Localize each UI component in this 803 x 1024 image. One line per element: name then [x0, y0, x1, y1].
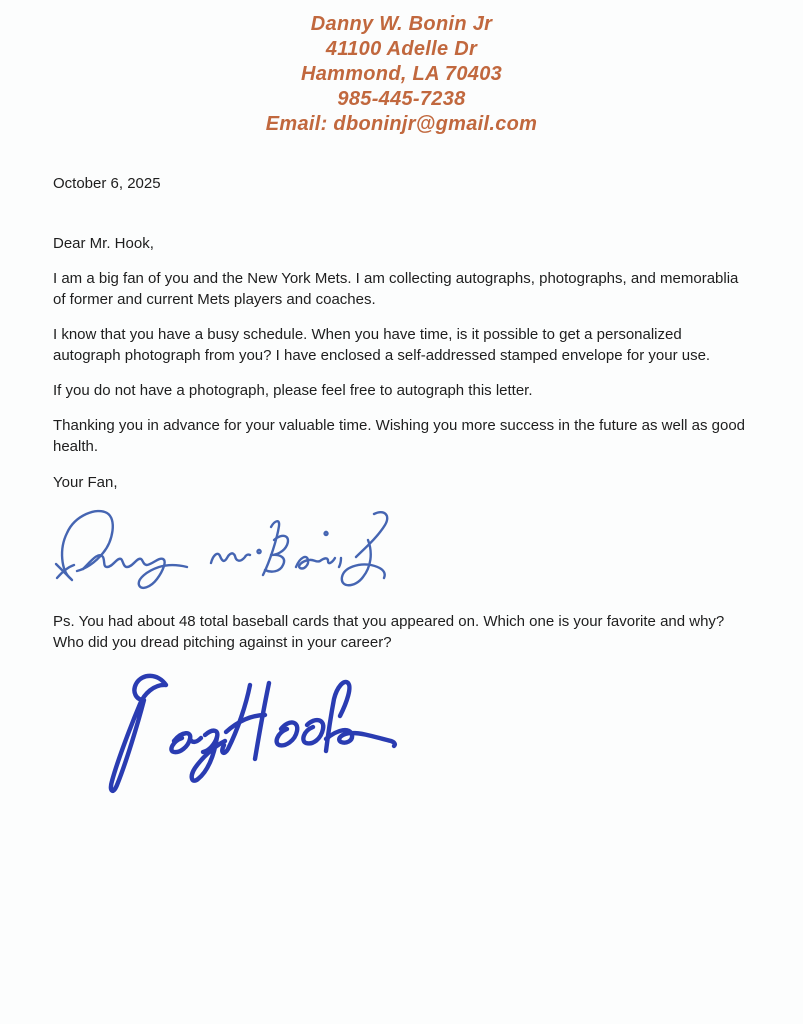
sender-signature-ink	[53, 507, 393, 597]
paragraph-thanks: Thanking you in advance for your valuable time. Wishing you more success in the future as well as good health.	[53, 417, 746, 455]
jay-hook-autograph-ink	[100, 671, 400, 803]
letter-body	[0, 173, 803, 803]
jay-hook-autograph	[100, 671, 748, 803]
postscript: Ps. You had about 48 total baseball cards that you appeared on. Which one is your favorite and why? Who did you dread pitching against in your career?	[53, 613, 725, 651]
letterhead	[0, 0, 803, 137]
closing: Your Fan,	[53, 474, 118, 491]
sender-signature	[53, 507, 748, 597]
paragraph-request: I know that you have a busy schedule. When you have time, is it possible to get a personalized autograph photograph from you? I have enclosed a self-addressed stamped envelope for your use.	[53, 326, 711, 364]
letterhead-email: Email: dboninjr@gmail.com	[265, 113, 538, 135]
letterhead-name: Danny W. Bonin Jr	[310, 13, 493, 35]
letterhead-phone: 985-445-7238	[337, 88, 466, 110]
salutation: Dear Mr. Hook,	[53, 235, 154, 252]
letterhead-city: Hammond, LA 70403	[300, 63, 503, 85]
paragraph-alternative: If you do not have a photograph, please feel free to autograph this letter.	[53, 382, 533, 399]
letter-date: October 6, 2025	[53, 175, 161, 192]
letterhead-street: 41100 Adelle Dr	[325, 38, 478, 60]
paragraph-intro: I am a big fan of you and the New York Mets. I am collecting autographs, photographs, and memorablia of former and current Mets players and coaches.	[53, 270, 739, 308]
